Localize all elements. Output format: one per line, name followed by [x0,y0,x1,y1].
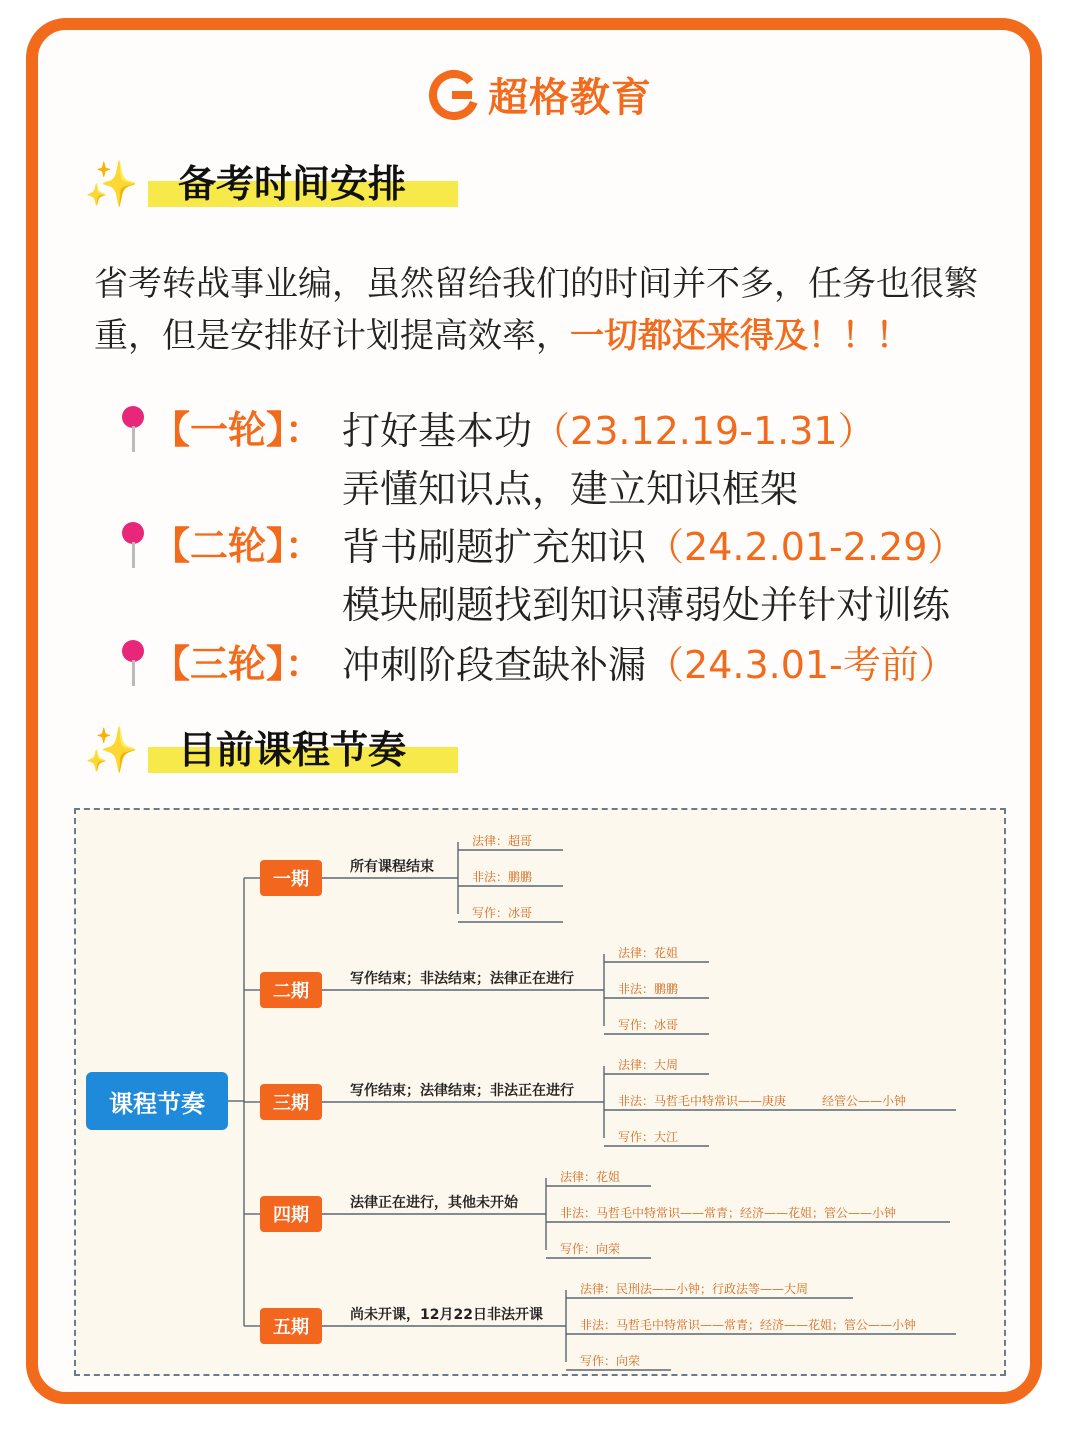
phase-leaf: 写作：大江 [618,1130,679,1144]
phase-leaf: 法律：花姐 [618,946,679,960]
round-item [116,636,996,694]
phase-leaf: 法律：超哥 [472,834,533,848]
round-title: 背书刷题扩充知识 [342,525,647,569]
round-detail: 模块刷题找到知识薄弱处并针对训练 [342,583,951,627]
round-item [116,402,996,518]
phase-box: 二期 [260,972,322,1008]
section-heading-schedule [84,158,458,210]
section-title: 备考时间安排 [178,162,407,206]
round-label: 【三轮】： [152,642,324,686]
round-date: （24.3.01-考前） [646,643,957,687]
course-mindmap [74,808,1006,1376]
phase-leaf: 写作：冰哥 [618,1018,679,1032]
pin-icon [116,636,152,688]
section-title: 目前课程节奏 [178,728,407,772]
phase-leaf: 写作：冰哥 [472,906,533,920]
phase-leaf: 非法：马哲毛中特常识——常青；经济——花姐；管公——小钟 [560,1206,897,1220]
phase-leaf: 法律：民刑法——小钟；行政法等——大周 [580,1282,809,1296]
brand-name: 超格教育 [488,75,652,121]
phase-leaf: 法律：花姐 [560,1170,621,1184]
phase-status: 法律正在进行，其他未开始 [350,1195,518,1211]
intro-paragraph [94,258,994,362]
round-date: （24.2.01-2.29） [646,525,966,569]
phase-leaf: 非法：马哲毛中特常识——常青；经济——花姐；管公——小钟 [580,1318,917,1332]
phase-box: 三期 [260,1084,322,1120]
round-item [116,518,996,634]
phase-box: 四期 [260,1196,322,1232]
round-detail: 弄懂知识点，建立知识框架 [342,467,799,511]
g-logo-icon [428,69,480,121]
round-date: （23.12.19-1.31） [532,409,876,453]
pin-icon [116,518,152,570]
round-title: 冲刺阶段查缺补漏 [342,643,647,687]
section-heading-course [84,724,458,776]
phase-leaf: 写作：向荣 [580,1354,641,1368]
phase-leaf: 非法：鹏鹏 [472,870,533,884]
phase-leaf: 非法：鹏鹏 [618,982,679,996]
intro-highlight: 一切都还来得及！！！ [570,316,910,356]
brand-logo [0,66,1080,123]
phase-status: 尚未开课，12月22日非法开课 [350,1307,543,1323]
phase-leaf: 法律：大周 [618,1058,679,1072]
sparkle-icon: ✨ [84,159,139,210]
intro-text: 省考转战事业编，虽然留给我们的时间并不多，任务也很繁重，但是安排好计划提高效率， [94,264,978,356]
phase-leaf: 写作：向荣 [560,1242,621,1256]
phase-leaf: 非法：马哲毛中特常识——庚庚 经管公——小钟 [618,1094,907,1108]
phase-status: 所有课程结束 [350,859,434,875]
mindmap-root: 课程节奏 [86,1072,228,1130]
sparkle-icon: ✨ [84,725,139,776]
phase-status: 写作结束；非法结束；法律正在进行 [350,971,574,987]
phase-box: 五期 [260,1308,322,1344]
round-label: 【二轮】： [152,524,324,568]
phase-box: 一期 [260,860,322,896]
phase-status: 写作结束；法律结束；非法正在进行 [350,1083,574,1099]
pin-icon [116,402,152,454]
round-title: 打好基本功 [342,409,533,453]
round-label: 【一轮】： [152,408,324,452]
